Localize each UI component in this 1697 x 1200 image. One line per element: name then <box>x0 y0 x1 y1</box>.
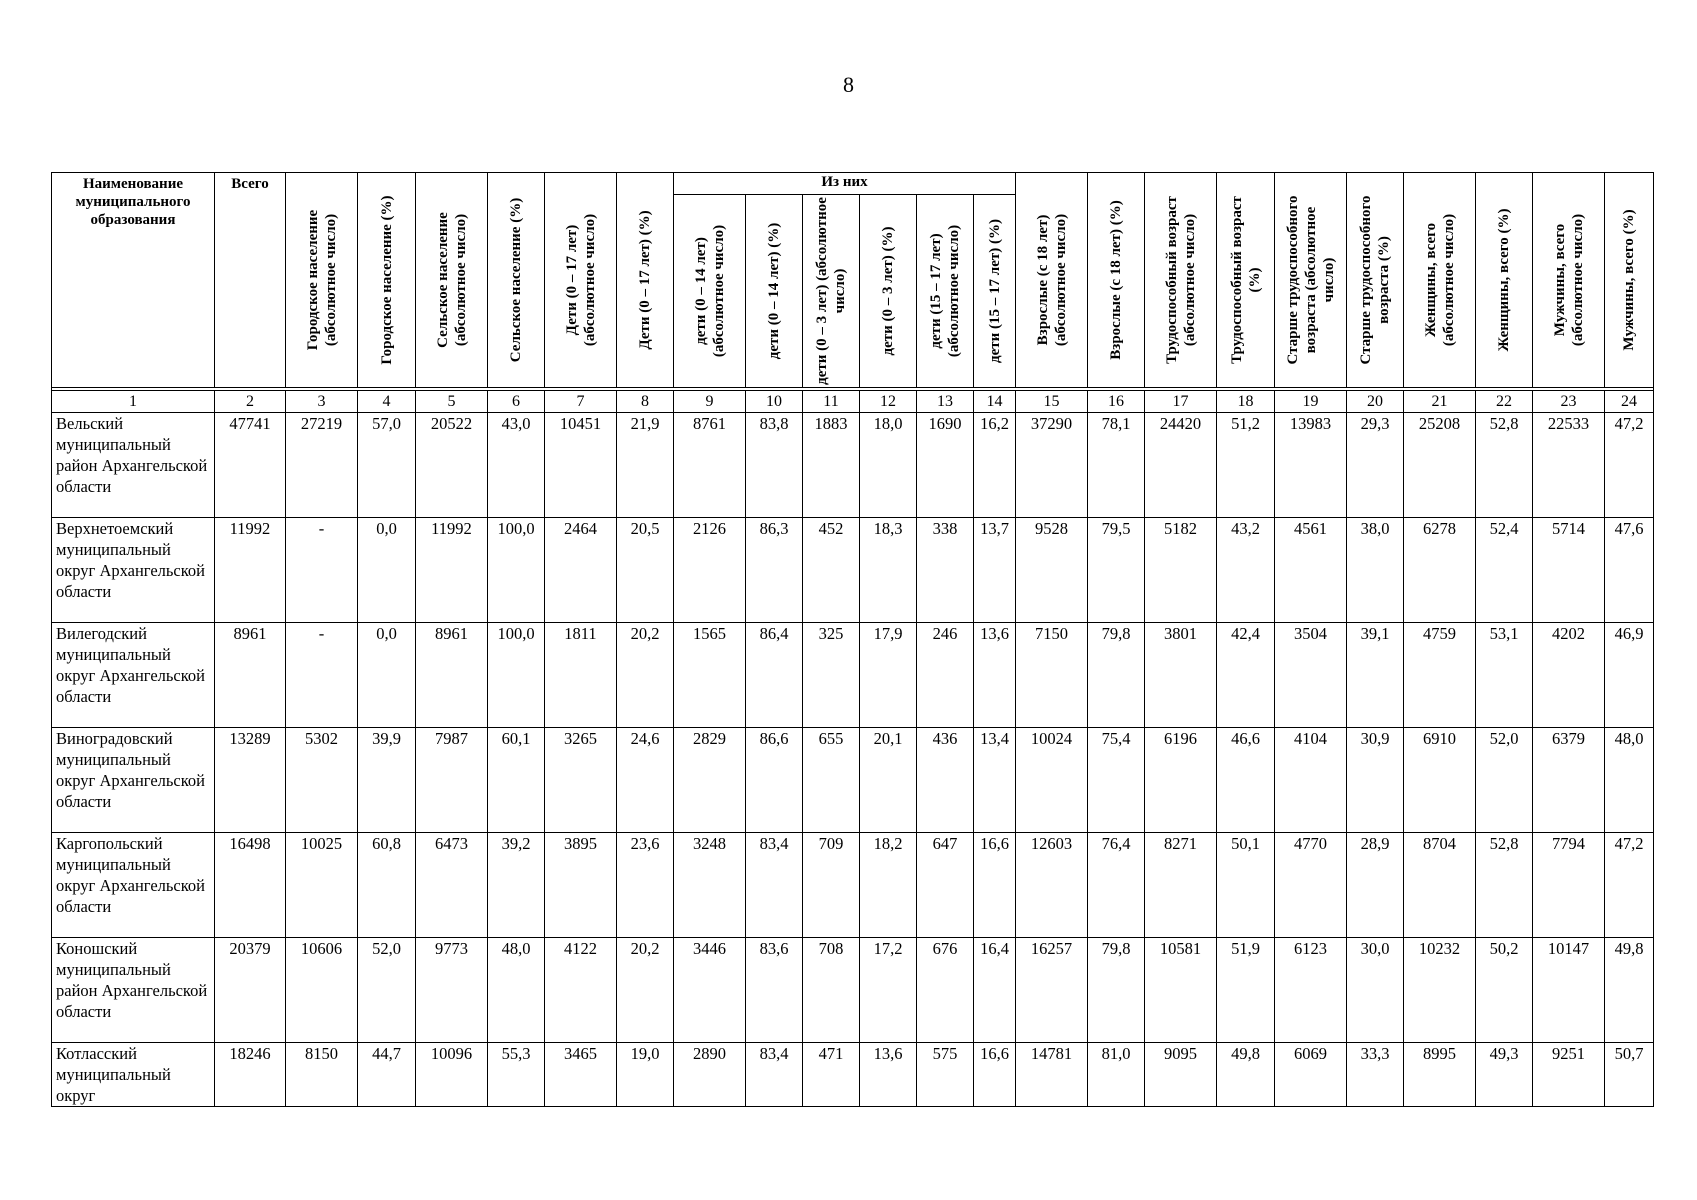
table-row <box>52 623 1654 728</box>
table-row <box>52 413 1654 518</box>
table-cell: 5182 <box>1145 518 1217 623</box>
column-number: 5 <box>416 391 488 413</box>
column-number: 12 <box>860 391 917 413</box>
table-cell: 52,0 <box>1476 728 1533 833</box>
table-cell: 42,4 <box>1217 623 1275 728</box>
table-cell: 6278 <box>1404 518 1476 623</box>
column-number: 15 <box>1016 391 1088 413</box>
table-cell: 20,2 <box>617 938 674 1043</box>
header-col-4: Городское население (%) <box>358 173 416 388</box>
table-cell: 18,2 <box>860 833 917 938</box>
column-number: 10 <box>746 391 803 413</box>
table-cell: 51,9 <box>1217 938 1275 1043</box>
table-cell: 55,3 <box>488 1043 545 1107</box>
column-number: 17 <box>1145 391 1217 413</box>
table-cell: 19,0 <box>617 1043 674 1107</box>
table-cell: 3465 <box>545 1043 617 1107</box>
municipality-name: Виноградовский муниципальный округ Архангельской области <box>52 728 215 833</box>
table-cell: 39,2 <box>488 833 545 938</box>
table-cell: 30,9 <box>1347 728 1404 833</box>
table-cell: 1565 <box>674 623 746 728</box>
table-cell: 51,2 <box>1217 413 1275 518</box>
table-cell: 3801 <box>1145 623 1217 728</box>
table-cell: 0,0 <box>358 623 416 728</box>
table-cell: 436 <box>917 728 974 833</box>
table-cell: 8995 <box>1404 1043 1476 1107</box>
table-cell: 75,4 <box>1088 728 1145 833</box>
table-cell: 10096 <box>416 1043 488 1107</box>
column-number: 7 <box>545 391 617 413</box>
table-cell: 18246 <box>215 1043 286 1107</box>
header-col-17: Трудоспособный возраст (абсолютное число) <box>1145 173 1217 388</box>
column-number: 14 <box>974 391 1016 413</box>
table-cell: 11992 <box>416 518 488 623</box>
table-cell: 13289 <box>215 728 286 833</box>
table-cell: 9095 <box>1145 1043 1217 1107</box>
table-cell: 23,6 <box>617 833 674 938</box>
header-col-23: Мужчины, всего (абсолютное число) <box>1533 173 1605 388</box>
table-cell: 43,0 <box>488 413 545 518</box>
table-cell: 52,4 <box>1476 518 1533 623</box>
table-cell: 16,6 <box>974 1043 1016 1107</box>
table-cell: 3446 <box>674 938 746 1043</box>
table-cell: 20,2 <box>617 623 674 728</box>
table-cell: 33,3 <box>1347 1043 1404 1107</box>
table-cell: 17,2 <box>860 938 917 1043</box>
table-cell: 338 <box>917 518 974 623</box>
table-cell: 10581 <box>1145 938 1217 1043</box>
table-cell: 49,8 <box>1605 938 1654 1043</box>
header-col-19: Старше трудоспособного возраста (абсолютное число) <box>1275 173 1347 388</box>
header-col-9: дети (0 – 14 лет) (абсолютное число) <box>674 195 746 388</box>
header-col-3: Городское население (абсолютное число) <box>286 173 358 388</box>
table-cell: 78,1 <box>1088 413 1145 518</box>
header-col-11: дети (0 – 3 лет) (абсолютное число) <box>803 195 860 388</box>
table-cell: 6123 <box>1275 938 1347 1043</box>
table-cell: 79,5 <box>1088 518 1145 623</box>
table-cell: 1811 <box>545 623 617 728</box>
header-col-20: Старше трудоспособного возраста (%) <box>1347 173 1404 388</box>
table-cell: 3248 <box>674 833 746 938</box>
table-cell: 8961 <box>215 623 286 728</box>
column-number: 2 <box>215 391 286 413</box>
table-cell: 60,8 <box>358 833 416 938</box>
table-cell: 50,2 <box>1476 938 1533 1043</box>
header-col-22: Женщины, всего (%) <box>1476 173 1533 388</box>
table-cell: 16257 <box>1016 938 1088 1043</box>
header-name: Наименование муниципального образования <box>52 173 215 388</box>
header-total: Всего <box>215 173 286 388</box>
table-cell: 20,1 <box>860 728 917 833</box>
column-number: 8 <box>617 391 674 413</box>
table-cell: 7150 <box>1016 623 1088 728</box>
column-number: 4 <box>358 391 416 413</box>
table-cell: 100,0 <box>488 623 545 728</box>
table-cell: 2890 <box>674 1043 746 1107</box>
table-cell: 43,2 <box>1217 518 1275 623</box>
table-cell: - <box>286 623 358 728</box>
table-cell: 39,9 <box>358 728 416 833</box>
table-cell: 79,8 <box>1088 938 1145 1043</box>
table-cell: 13983 <box>1275 413 1347 518</box>
table-cell: 5714 <box>1533 518 1605 623</box>
table-cell: 8271 <box>1145 833 1217 938</box>
table-cell: 10451 <box>545 413 617 518</box>
table-cell: 6910 <box>1404 728 1476 833</box>
table-cell: 50,1 <box>1217 833 1275 938</box>
table-cell: 4122 <box>545 938 617 1043</box>
header-col-12: дети (0 – 3 лет) (%) <box>860 195 917 388</box>
table-cell: 53,1 <box>1476 623 1533 728</box>
table-cell: 471 <box>803 1043 860 1107</box>
table-cell: 6196 <box>1145 728 1217 833</box>
table-cell: 9528 <box>1016 518 1088 623</box>
page-number: 8 <box>843 72 854 97</box>
municipality-name: Котласский муниципальный округ <box>52 1043 215 1107</box>
table-cell: 6473 <box>416 833 488 938</box>
table-cell: - <box>286 518 358 623</box>
table-cell: 11992 <box>215 518 286 623</box>
header-col-24: Мужчины, всего (%) <box>1605 173 1654 388</box>
table-cell: 13,6 <box>860 1043 917 1107</box>
table-cell: 1690 <box>917 413 974 518</box>
table-cell: 16498 <box>215 833 286 938</box>
table-cell: 709 <box>803 833 860 938</box>
table-cell: 48,0 <box>1605 728 1654 833</box>
table-cell: 16,6 <box>974 833 1016 938</box>
column-number-row <box>52 391 1654 413</box>
table-cell: 81,0 <box>1088 1043 1145 1107</box>
table-cell: 10024 <box>1016 728 1088 833</box>
table-cell: 10606 <box>286 938 358 1043</box>
table-cell: 5302 <box>286 728 358 833</box>
header-col-13: дети (15 – 17 лет) (абсолютное число) <box>917 195 974 388</box>
table-cell: 100,0 <box>488 518 545 623</box>
table-cell: 2829 <box>674 728 746 833</box>
table-cell: 7987 <box>416 728 488 833</box>
table-cell: 29,3 <box>1347 413 1404 518</box>
table-cell: 13,4 <box>974 728 1016 833</box>
table-cell: 52,8 <box>1476 413 1533 518</box>
column-number: 21 <box>1404 391 1476 413</box>
table-cell: 10147 <box>1533 938 1605 1043</box>
table-cell: 708 <box>803 938 860 1043</box>
table-cell: 86,3 <box>746 518 803 623</box>
table-cell: 37290 <box>1016 413 1088 518</box>
table-cell: 6069 <box>1275 1043 1347 1107</box>
table-row <box>52 833 1654 938</box>
table-cell: 44,7 <box>358 1043 416 1107</box>
table-cell: 83,4 <box>746 833 803 938</box>
table-cell: 8961 <box>416 623 488 728</box>
table-cell: 676 <box>917 938 974 1043</box>
column-number: 19 <box>1275 391 1347 413</box>
header-col-18: Трудоспособный возраст (%) <box>1217 173 1275 388</box>
table-cell: 21,9 <box>617 413 674 518</box>
table-cell: 27219 <box>286 413 358 518</box>
table-cell: 2464 <box>545 518 617 623</box>
header-col-14: дети (15 – 17 лет) (%) <box>974 195 1016 388</box>
table-row <box>52 728 1654 833</box>
table-cell: 9773 <box>416 938 488 1043</box>
table-row <box>52 1043 1654 1107</box>
table-cell: 86,4 <box>746 623 803 728</box>
column-number: 13 <box>917 391 974 413</box>
table-cell: 49,3 <box>1476 1043 1533 1107</box>
header-col-7: Дети (0 – 17 лет) (абсолютное число) <box>545 173 617 388</box>
table-cell: 52,8 <box>1476 833 1533 938</box>
municipality-name: Верхнетоемский муниципальный округ Архангельской области <box>52 518 215 623</box>
table-cell: 25208 <box>1404 413 1476 518</box>
table-cell: 3895 <box>545 833 617 938</box>
table-cell: 57,0 <box>358 413 416 518</box>
table-cell: 8704 <box>1404 833 1476 938</box>
header-col-15: Взрослые (с 18 лет) (абсолютное число) <box>1016 173 1088 388</box>
population-table <box>51 172 1654 1107</box>
table-cell: 4770 <box>1275 833 1347 938</box>
column-number: 9 <box>674 391 746 413</box>
table-cell: 46,6 <box>1217 728 1275 833</box>
table-cell: 4759 <box>1404 623 1476 728</box>
table-cell: 20379 <box>215 938 286 1043</box>
table-cell: 452 <box>803 518 860 623</box>
header-group-iz-nih: Из них <box>674 173 1016 195</box>
column-number: 16 <box>1088 391 1145 413</box>
header-col-21: Женщины, всего (абсолютное число) <box>1404 173 1476 388</box>
table-cell: 18,3 <box>860 518 917 623</box>
table-cell: 20,5 <box>617 518 674 623</box>
table-cell: 246 <box>917 623 974 728</box>
header-col-6: Сельское население (%) <box>488 173 545 388</box>
table-cell: 1883 <box>803 413 860 518</box>
table-cell: 17,9 <box>860 623 917 728</box>
table-cell: 46,9 <box>1605 623 1654 728</box>
table-cell: 8761 <box>674 413 746 518</box>
table-row <box>52 518 1654 623</box>
column-number: 3 <box>286 391 358 413</box>
table-cell: 48,0 <box>488 938 545 1043</box>
column-number: 18 <box>1217 391 1275 413</box>
column-number: 6 <box>488 391 545 413</box>
table-cell: 79,8 <box>1088 623 1145 728</box>
column-number: 1 <box>52 391 215 413</box>
table-cell: 10025 <box>286 833 358 938</box>
header-col-16: Взрослые (с 18 лет) (%) <box>1088 173 1145 388</box>
table-cell: 83,8 <box>746 413 803 518</box>
column-number: 11 <box>803 391 860 413</box>
table-cell: 3265 <box>545 728 617 833</box>
table-cell: 4561 <box>1275 518 1347 623</box>
table-cell: 4202 <box>1533 623 1605 728</box>
municipality-name: Каргопольский муниципальный округ Архангельской области <box>52 833 215 938</box>
table-cell: 575 <box>917 1043 974 1107</box>
table-cell: 9251 <box>1533 1043 1605 1107</box>
table-cell: 47,6 <box>1605 518 1654 623</box>
table-cell: 20522 <box>416 413 488 518</box>
table-cell: 16,4 <box>974 938 1016 1043</box>
table-cell: 47,2 <box>1605 413 1654 518</box>
table-cell: 4104 <box>1275 728 1347 833</box>
header-col-5: Сельское население (абсолютное число) <box>416 173 488 388</box>
table-cell: 28,9 <box>1347 833 1404 938</box>
municipality-name: Вельский муниципальный район Архангельской области <box>52 413 215 518</box>
table-cell: 12603 <box>1016 833 1088 938</box>
table-cell: 22533 <box>1533 413 1605 518</box>
table-cell: 76,4 <box>1088 833 1145 938</box>
table-cell: 18,0 <box>860 413 917 518</box>
table-cell: 16,2 <box>974 413 1016 518</box>
table-cell: 86,6 <box>746 728 803 833</box>
column-number: 23 <box>1533 391 1605 413</box>
table-cell: 6379 <box>1533 728 1605 833</box>
table-cell: 8150 <box>286 1043 358 1107</box>
table-cell: 52,0 <box>358 938 416 1043</box>
table-cell: 7794 <box>1533 833 1605 938</box>
table-cell: 24420 <box>1145 413 1217 518</box>
table-cell: 50,7 <box>1605 1043 1654 1107</box>
table-cell: 47741 <box>215 413 286 518</box>
column-number: 22 <box>1476 391 1533 413</box>
table-cell: 14781 <box>1016 1043 1088 1107</box>
table-cell: 0,0 <box>358 518 416 623</box>
table-cell: 655 <box>803 728 860 833</box>
column-number: 24 <box>1605 391 1654 413</box>
table-cell: 325 <box>803 623 860 728</box>
header-col-8: Дети (0 – 17 лет) (%) <box>617 173 674 388</box>
table-row <box>52 938 1654 1043</box>
table-cell: 24,6 <box>617 728 674 833</box>
table-cell: 39,1 <box>1347 623 1404 728</box>
table-cell: 83,6 <box>746 938 803 1043</box>
table-cell: 49,8 <box>1217 1043 1275 1107</box>
table-cell: 47,2 <box>1605 833 1654 938</box>
table-cell: 3504 <box>1275 623 1347 728</box>
table-cell: 60,1 <box>488 728 545 833</box>
population-table-wrapper <box>51 172 1654 1107</box>
table-cell: 2126 <box>674 518 746 623</box>
table-cell: 647 <box>917 833 974 938</box>
table-cell: 13,6 <box>974 623 1016 728</box>
municipality-name: Коношский муниципальный район Архангельской области <box>52 938 215 1043</box>
header-col-10: дети (0 – 14 лет) (%) <box>746 195 803 388</box>
column-number: 20 <box>1347 391 1404 413</box>
table-cell: 30,0 <box>1347 938 1404 1043</box>
table-cell: 83,4 <box>746 1043 803 1107</box>
table-cell: 10232 <box>1404 938 1476 1043</box>
municipality-name: Вилегодский муниципальный округ Архангельской области <box>52 623 215 728</box>
table-cell: 38,0 <box>1347 518 1404 623</box>
table-cell: 13,7 <box>974 518 1016 623</box>
